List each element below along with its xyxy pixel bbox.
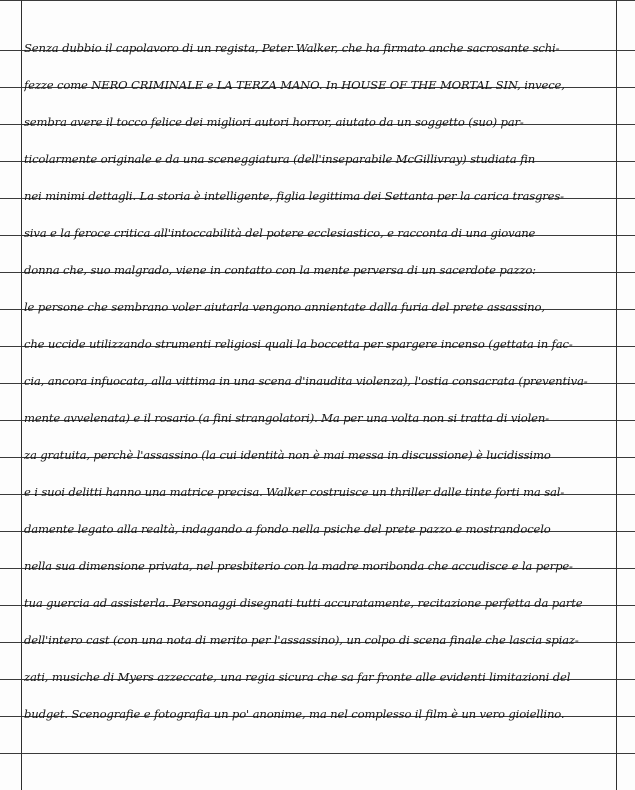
right-margin-line	[616, 0, 617, 790]
text-line: zati, musiche di Myers azzeccate, una regia sicura che sa far fronte alle evidenti limitazioni del	[24, 670, 571, 684]
text-line: tua guercia ad assisterla. Personaggi disegnati tutti accuratamente, recitazione perfetta da parte	[24, 596, 583, 610]
text-line: siva e la feroce critica all'intoccabilità del potere ecclesiastico, e racconta di una giovane	[24, 226, 536, 240]
text-line: Senza dubbio il capolavoro di un regista, Peter Walker, che ha firmato anche sacrosante schi-	[24, 41, 560, 55]
text-line: dell'intero cast (con una nota di merito per l'assassino), un colpo di scena finale che lascia spiaz-	[24, 633, 579, 647]
text-line: nella sua dimensione privata, nel presbiterio con la madre moribonda che accudisce e la perpe-	[24, 559, 573, 573]
text-line: mente avvelenata) e il rosario (a fini strangolatori). Ma per una volta non si tratta di violen-	[24, 411, 549, 425]
text-line: cia, ancora infuocata, alla vittima in una scena d'inaudita violenza), l'ostia consacrata (preventiva-	[24, 374, 588, 388]
text-line: che uccide utilizzando strumenti religiosi quali la boccetta per spargere incenso (gettata in fac-	[24, 337, 573, 351]
text-line: e i suoi delitti hanno una matrice precisa. Walker costruisce un thriller dalle tinte forti ma sal-	[24, 485, 565, 499]
text-line: fezze come NERO CRIMINALE e LA TERZA MANO. In HOUSE OF THE MORTAL SIN, invece,	[24, 78, 565, 92]
text-line: nei minimi dettagli. La storia è intelligente, figlia legittima dei Settanta per la carica trasgres-	[24, 189, 564, 203]
text-line: ticolarmente originale e da una sceneggiatura (dell'inseparabile McGillivray) studiata fin	[24, 152, 536, 166]
text-line: donna che, suo malgrado, viene in contatto con la mente perversa di un sacerdote pazzo:	[24, 263, 536, 277]
text-line: damente legato alla realtà, indagando a fondo nella psiche del prete pazzo e mostrandocelo	[24, 522, 551, 536]
text-line: za gratuita, perchè l'assassino (la cui identità non è mai messa in discussione) è lucidissimo	[24, 448, 551, 462]
text-line: budget. Scenografie e fotografia un po' anonime, ma nel complesso il film è un vero gioiellino.	[24, 707, 565, 721]
left-margin-line	[21, 0, 22, 790]
text-line: le persone che sembrano voler aiutarla vengono annientate dalla furia del prete assassino,	[24, 300, 545, 314]
handwritten-text-block	[24, 30, 612, 733]
text-line: sembra avere il tocco felice dei migliori autori horror, aiutato da un soggetto (suo) par-	[24, 115, 524, 129]
